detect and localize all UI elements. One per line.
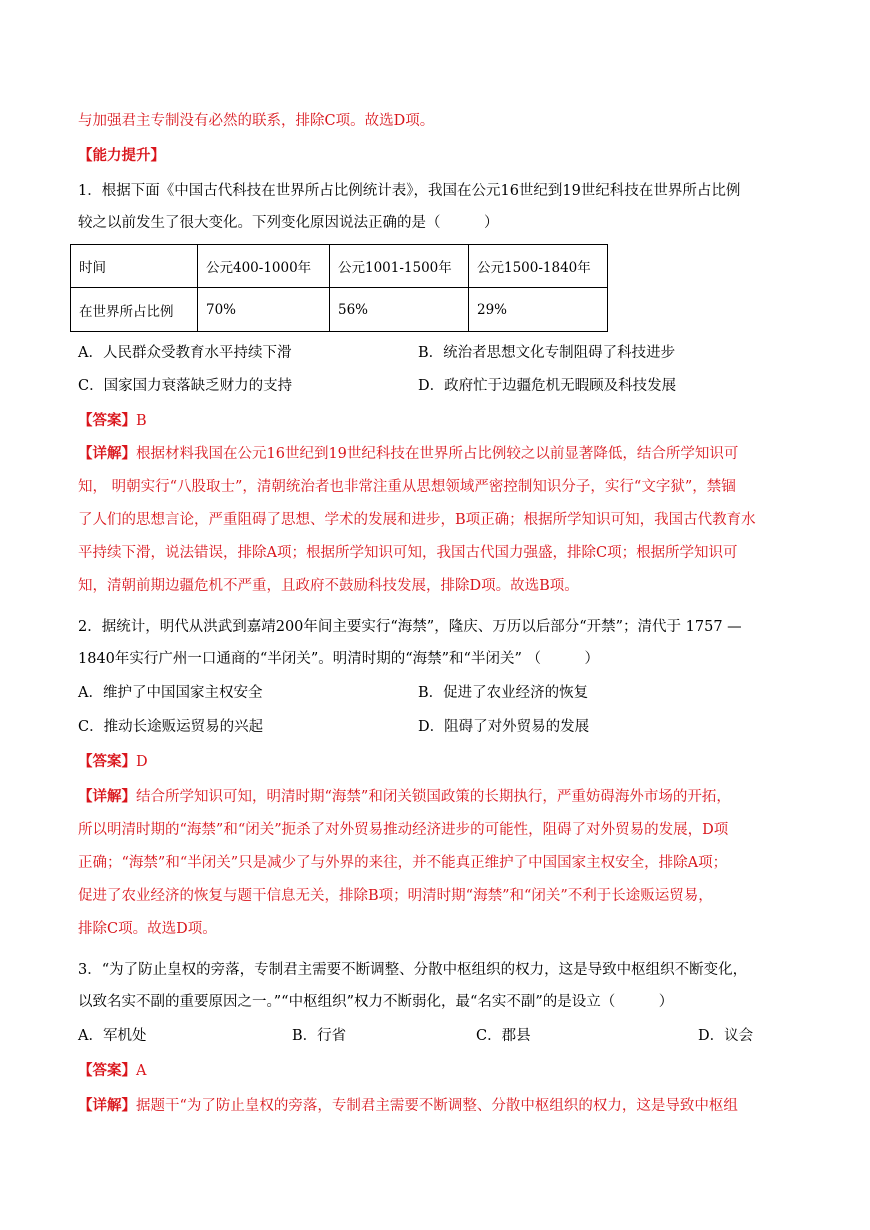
answer-tag: 【答案】: [78, 753, 136, 770]
q1-option-a: A．人民群众受教育水平持续下滑: [78, 345, 292, 361]
q3-option-a: A．军机处: [78, 1028, 147, 1044]
q2-option-d: D．阻碍了对外贸易的发展: [418, 719, 590, 735]
q3-detail-line-1: [78, 1096, 738, 1116]
q3-stem-line-1: 3．“为了防止皇权的旁落，专制君主需要不断调整、分散中枢组织的权力，这是导致中枢组织不断变化，: [78, 962, 748, 978]
q3-option-c: C．郡县: [476, 1028, 531, 1044]
table-row: [71, 288, 608, 332]
q1-detail-line-2: 知， 明朝实行“八股取士”，清朝统治者也非常注重从思想领域严密控制知识分子，实行“文字狱”，禁锢: [78, 479, 736, 495]
q2-answer: [78, 752, 148, 772]
table-cell: 56%: [330, 288, 469, 332]
q1-detail-line-4: 平持续下滑，说法错误，排除A项；根据所学知识可知，我国古代国力强盛，排除C项；根据所学知识可: [78, 545, 738, 561]
q2-option-b: B．促进了农业经济的恢复: [418, 685, 589, 701]
table-cell: 公元1500-1840年: [469, 245, 608, 288]
detail-tag: 【详解】: [78, 788, 136, 805]
q1-stem-line-1: 1．根据下面《中国古代科技在世界所占比例统计表》，我国在公元16世纪到19世纪科技在世界所占比例: [78, 183, 741, 199]
detail-text: 据题干“为了防止皇权的旁落，专制君主需要不断调整、分散中枢组织的权力，这是导致中枢组: [136, 1098, 738, 1114]
table-cell: 29%: [469, 288, 608, 332]
q2-detail-line-4: 促进了农业经济的恢复与题干信息无关，排除B项；明清时期“海禁”和“闭关”不利于长途贩运贸易，: [78, 888, 713, 904]
q1-detail-line-3: 了人们的思想言论，严重阻碍了思想、学术的发展和进步，B项正确；根据所学知识可知，我国古代教育水: [78, 512, 756, 528]
q3-stem-line-2: 以致名实不副的重要原因之一。”“中枢组织”权力不断弱化，最“名实不副”的是设立（ ）: [78, 994, 674, 1010]
q2-detail-line-1: [78, 787, 731, 807]
table-cell: 公元400-1000年: [198, 245, 330, 288]
q3-answer: [78, 1061, 146, 1081]
q2-detail-line-3: 正确；“海禁”和“半闭关”只是减少了与外界的来往，并不能真正维护了中国国家主权安全，排除A项；: [78, 855, 728, 871]
q1-option-d: D．政府忙于边疆危机无暇顾及科技发展: [418, 378, 677, 394]
answer-value: B: [136, 413, 147, 429]
q1-option-c: C．国家国力衰落缺乏财力的支持: [78, 378, 293, 394]
carryover-explanation: 与加强君主专制没有必然的联系，排除C项。故选D项。: [78, 113, 435, 129]
q1-answer: [78, 411, 147, 431]
table-cell: 公元1001-1500年: [330, 245, 469, 288]
answer-tag: 【答案】: [78, 1062, 136, 1079]
detail-text: 结合所学知识可知，明清时期“海禁”和闭关锁国政策的长期执行，严重妨碍海外市场的开拓，: [136, 789, 731, 805]
table-cell: 在世界所占比例: [71, 288, 198, 332]
q2-detail-line-5: 排除C项。故选D项。: [78, 921, 217, 937]
detail-tag: 【详解】: [78, 445, 136, 462]
answer-value: A: [136, 1063, 147, 1079]
answer-value: D: [136, 754, 148, 770]
table-cell: 时间: [71, 245, 198, 288]
q1-detail-line-5: 知，清朝前期边疆危机不严重，且政府不鼓励科技发展，排除D项。故选B项。: [78, 578, 579, 594]
detail-text: 根据材料我国在公元16世纪到19世纪科技在世界所占比例较之以前显著降低，结合所学知识可: [136, 446, 739, 462]
q2-stem-line-1: 2．据统计，明代从洪武到嘉靖200年间主要实行“海禁”，隆庆、万历以后部分“开禁”；清代于 1757 —: [78, 619, 742, 635]
q1-stem-line-2: 较之以前发生了很大变化。下列变化原因说法正确的是（ ）: [78, 215, 499, 231]
table-header-row: [71, 245, 608, 288]
answer-tag: 【答案】: [78, 412, 136, 429]
detail-tag: 【详解】: [78, 1097, 136, 1114]
q3-option-b: B．行省: [292, 1028, 347, 1044]
q1-statistics-table: [70, 244, 608, 332]
table-cell: 70%: [198, 288, 330, 332]
q2-option-c: C．推动长途贩运贸易的兴起: [78, 719, 264, 735]
section-title: 【能力提升】: [78, 147, 165, 164]
q2-detail-line-2: 所以明清时期的“海禁”和“闭关”扼杀了对外贸易推动经济进步的可能性，阻碍了对外贸易的发展，D项: [78, 822, 729, 838]
q2-option-a: A．维护了中国国家主权安全: [78, 685, 263, 701]
q3-option-d: D．议会: [698, 1028, 754, 1044]
q1-detail-line-1: [78, 444, 738, 464]
q1-option-b: B．统治者思想文化专制阻碍了科技进步: [418, 345, 676, 361]
q2-stem-line-2: 1840年实行广州一口通商的“半闭关”。明清时期的“海禁”和“半闭关” （ ）: [78, 651, 599, 667]
